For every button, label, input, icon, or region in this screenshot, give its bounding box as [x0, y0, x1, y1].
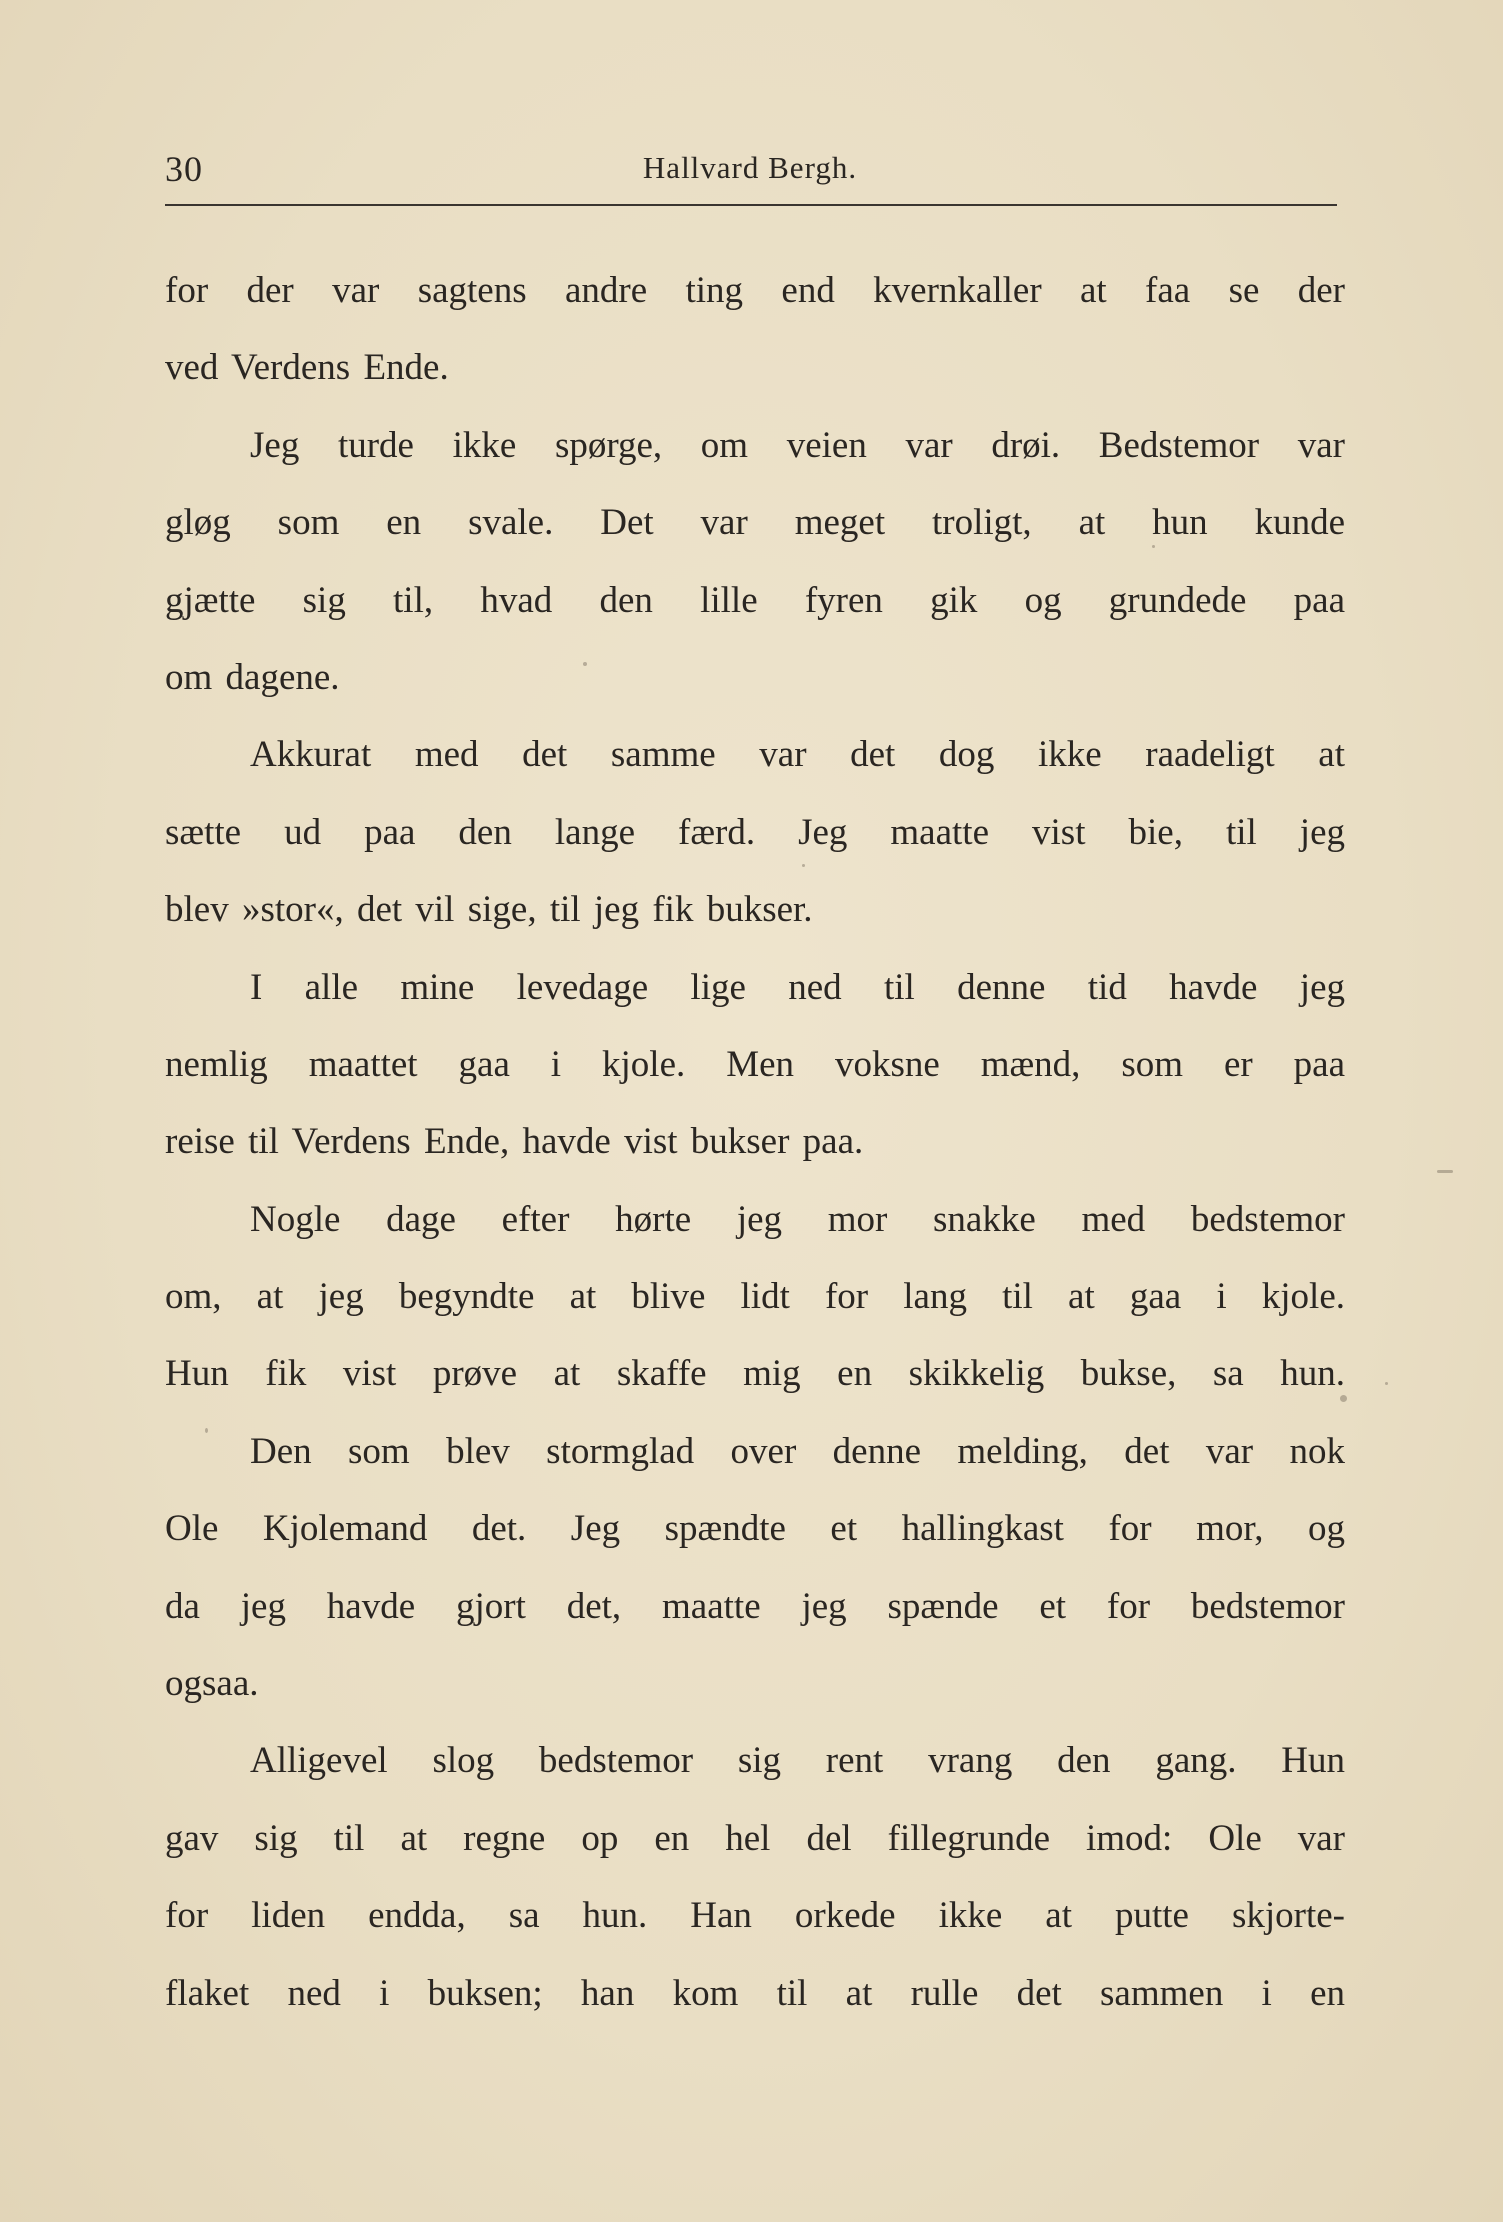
text-line: Nogle dage efter hørte jeg mor snakke med bedstemor — [250, 1198, 1345, 1240]
text-line: reise til Verdens Ende, havde vist bukser paa. — [165, 1121, 864, 1163]
paper-speck — [205, 1428, 208, 1433]
text-line: for liden endda, sa hun. Han orkede ikke at putte skjorte- — [165, 1895, 1345, 1937]
text-line: om, at jeg begyndte at blive lidt for lang til at gaa i kjole. — [165, 1276, 1345, 1318]
text-line: Akkurat med det samme var det dog ikke raadeligt at — [250, 734, 1345, 776]
text-line: blev »stor«, det vil sige, til jeg fik bukser. — [165, 889, 813, 931]
paper-speck — [1152, 545, 1155, 548]
text-line: flaket ned i buksen; han kom til at rulle det sammen i en — [165, 1972, 1345, 2014]
page-header — [165, 140, 1337, 190]
paper-speck — [1340, 1395, 1347, 1402]
page-number: 30 — [165, 149, 203, 189]
header-rule — [165, 204, 1337, 206]
text-line: gav sig til at regne op en hel del fillegrunde imod: Ole var — [165, 1817, 1345, 1859]
text-line: sætte ud paa den lange færd. Jeg maatte vist bie, til jeg — [165, 811, 1345, 853]
paper-speck — [1385, 1382, 1388, 1385]
text-line: gløg som en svale. Det var meget troligt, at hun kunde — [165, 502, 1345, 544]
paper-speck — [802, 864, 805, 867]
text-line: ogsaa. — [165, 1663, 259, 1705]
text-line: Hun fik vist prøve at skaffe mig en skikkelig bukse, sa hun. — [165, 1353, 1345, 1395]
paper-speck — [583, 662, 587, 666]
text-line: om dagene. — [165, 656, 340, 698]
text-line: Jeg turde ikke spørge, om veien var drøi. Bedstemor var — [250, 424, 1345, 466]
running-title: Hallvard Bergh. — [642, 150, 858, 185]
text-line: I alle mine levedage lige ned til denne tid havde jeg — [250, 966, 1345, 1008]
text-line: gjætte sig til, hvad den lille fyren gik og grundede paa — [165, 579, 1345, 621]
text-line: ved Verdens Ende. — [165, 347, 449, 389]
text-line: da jeg havde gjort det, maatte jeg spænde et for bedstemor — [165, 1585, 1345, 1627]
body-text — [165, 252, 1345, 2032]
text-line: for der var sagtens andre ting end kvernkaller at faa se der — [165, 270, 1345, 311]
text-line: nemlig maattet gaa i kjole. Men voksne mænd, som er paa — [165, 1043, 1345, 1085]
text-line: Alligevel slog bedstemor sig rent vrang den gang. Hun — [250, 1740, 1345, 1782]
text-line: Ole Kjolemand det. Jeg spændte et hallingkast for mor, og — [165, 1508, 1345, 1550]
text-line: Den som blev stormglad over denne melding, det var nok — [250, 1430, 1345, 1472]
paper-speck — [1437, 1170, 1453, 1173]
